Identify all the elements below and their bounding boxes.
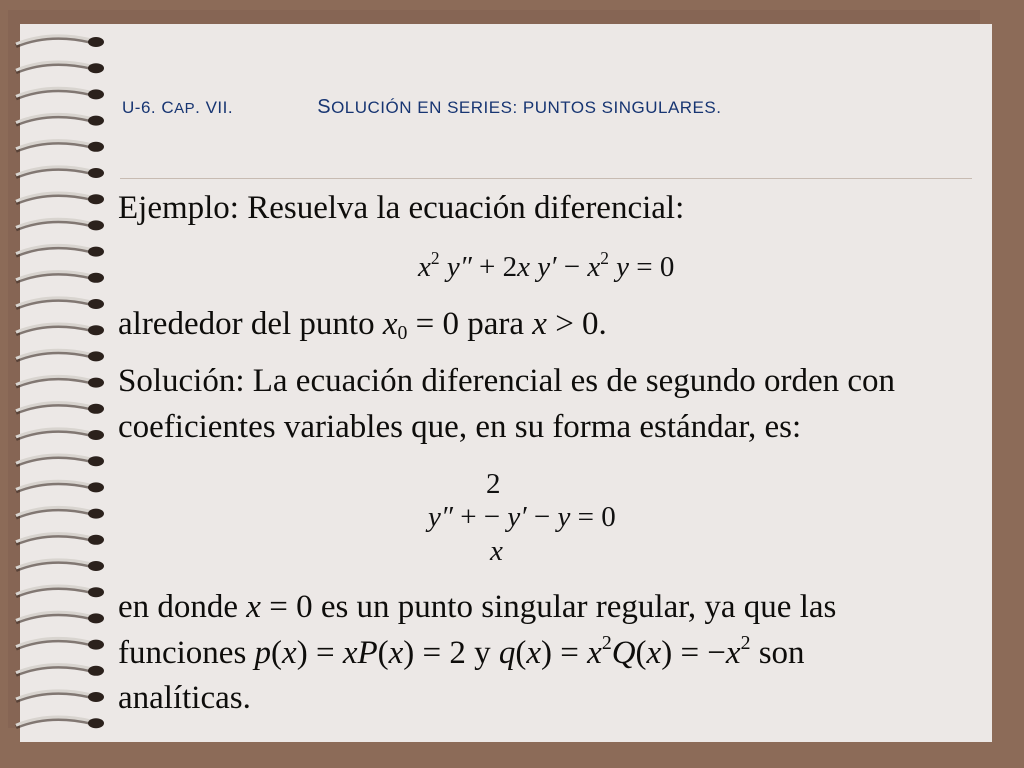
spiral-ring bbox=[16, 586, 104, 597]
final-line-1: en donde x = 0 es un punto singular regular, ya que las bbox=[118, 589, 837, 625]
equation-2: y″ + − y′ − y = 0 bbox=[428, 501, 616, 533]
spiral-ring bbox=[16, 219, 104, 230]
spiral-ring bbox=[16, 403, 104, 414]
header-divider bbox=[120, 178, 972, 179]
equation-2-numerator: 2 bbox=[486, 468, 501, 500]
spiral-ring bbox=[16, 88, 104, 99]
spiral-ring bbox=[16, 429, 104, 440]
spiral-ring bbox=[16, 272, 104, 283]
spiral-ring bbox=[16, 376, 104, 387]
spiral-ring bbox=[16, 455, 104, 466]
spiral-ring bbox=[16, 612, 104, 623]
spiral-ring bbox=[16, 691, 104, 702]
spiral-ring bbox=[16, 62, 104, 73]
spiral-ring bbox=[16, 507, 104, 518]
equation-2-denominator: x bbox=[490, 535, 503, 567]
spiral-ring bbox=[16, 36, 104, 47]
solution-line-1: Solución: La ecuación diferencial es de segundo orden con bbox=[118, 363, 896, 399]
equation-1: $x^2$ y″ + 2x $y' - x^2$ y = 0 bbox=[418, 247, 675, 283]
spiral-ring bbox=[16, 114, 104, 125]
chapter-label: U-6. CAP. VII. bbox=[122, 98, 234, 117]
spiral-ring bbox=[16, 350, 104, 361]
solution-line-2: coeficientes variables que, en su forma estándar, es: bbox=[118, 409, 802, 445]
spiral-ring bbox=[16, 298, 104, 309]
spiral-ring bbox=[16, 665, 104, 676]
example-heading: Ejemplo: Resuelva la ecuación diferencial: bbox=[118, 190, 685, 226]
final-line-3: analíticas. bbox=[118, 680, 251, 716]
spiral-ring bbox=[16, 193, 104, 204]
final-line-2: funciones p(x) = xP(x) = 2 y $q(x) = x^2Q(x) = -x^2$ son bbox=[118, 632, 805, 671]
spiral-ring bbox=[16, 560, 104, 571]
spiral-ring bbox=[16, 167, 104, 178]
spiral-ring bbox=[16, 324, 104, 335]
spiral-ring bbox=[16, 245, 104, 256]
slide-header bbox=[122, 96, 721, 119]
header-title: SOLUCIÓN EN SERIES: PUNTOS SINGULARES. bbox=[317, 96, 722, 118]
spiral-ring bbox=[16, 534, 104, 545]
spiral-ring bbox=[16, 481, 104, 492]
spiral-ring bbox=[16, 638, 104, 649]
spiral-ring bbox=[16, 141, 104, 152]
spiral-ring bbox=[16, 717, 104, 728]
around-point-line: alrededor del punto $x_0 = 0$ para x > 0. bbox=[118, 306, 607, 344]
spiral-binding bbox=[0, 0, 120, 768]
